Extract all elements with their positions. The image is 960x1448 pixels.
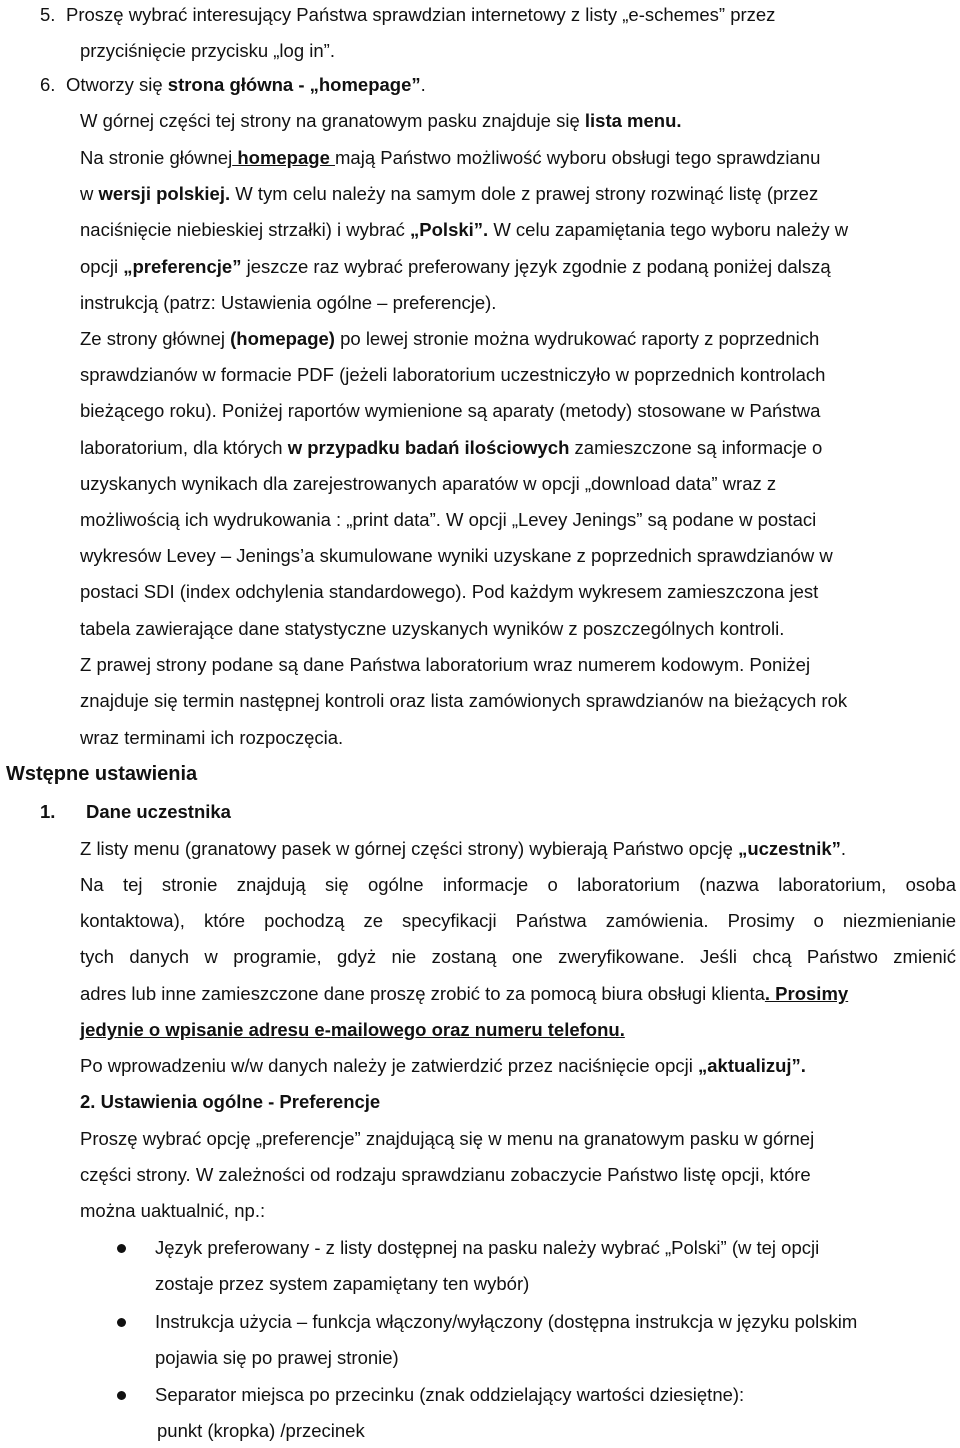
sec1-line-3: kontaktowa), które pochodzą ze specyfikacji Państwa zamówienia. Prosimy o niezmienianie bbox=[80, 910, 956, 931]
sec2-line-2: części strony. W zależności od rodzaju sprawdzianu zobaczycie Państwo listę opcji, które bbox=[80, 1164, 811, 1185]
section-2-title: 2. Ustawienia ogólne - Preferencje bbox=[80, 1091, 381, 1112]
sec1-line-2: Na tej stronie znajdują się ogólne informacje o laboratorium (nazwa laboratorium, osoba bbox=[80, 874, 956, 895]
para-line-15: tabela zawierające dane statystyczne uzyskanych wyników z poszczególnych kontroli. bbox=[80, 618, 785, 639]
para-line-5: opcji „preferencje” jeszcze raz wybrać preferowany język zgodnie z podaną poniżej dalszą bbox=[80, 256, 831, 277]
para-line-11: uzyskanych wynikach dla zarejestrowanych aparatów w opcji „download data” wraz z bbox=[80, 473, 777, 494]
item-6-number: 6. bbox=[40, 74, 56, 95]
para-line-4: naciśnięcie niebieskiej strzałki) i wybrać „Polski”. W celu zapamiętania tego wyboru należy w bbox=[80, 219, 849, 240]
item-5-line-1: Proszę wybrać interesujący Państwa sprawdzian internetowy z listy „e-schemes” przez bbox=[66, 4, 776, 25]
bullet-1-line-1: Język preferowany - z listy dostępnej na pasku należy wybrać „Polski” (w tej opcji bbox=[155, 1237, 820, 1258]
sec1-line-4: tych danych w programie, gdyż nie zostaną one zweryfikowane. Jeśli chcą Państwo zmienić bbox=[80, 946, 956, 967]
sec2-line-3: można uaktualnić, np.: bbox=[80, 1200, 266, 1221]
section-1-title: Dane uczestnika bbox=[86, 801, 231, 822]
sec2-line-1: Proszę wybrać opcję „preferencje” znajdującą się w menu na granatowym pasku w górnej bbox=[80, 1128, 815, 1149]
bullet-1-line-2: zostaje przez system zapamiętany ten wybór) bbox=[155, 1273, 530, 1294]
para-line-13: wykresów Levey – Jenings’a skumulowane wyniki uzyskane z poprzednich sprawdzianów w bbox=[80, 545, 833, 566]
para-line-9: bieżącego roku). Poniżej raportów wymienione są aparaty (metody) stosowane w Państwa bbox=[80, 400, 821, 421]
para-line-2: Na stronie głównej homepage mają Państwo możliwość wyboru obsługi tego sprawdzianu bbox=[80, 147, 821, 168]
bullet-3-line-2: punkt (kropka) /przecinek bbox=[157, 1420, 365, 1441]
para-line-10: laboratorium, dla których w przypadku badań ilościowych zamieszczone są informacje o bbox=[80, 437, 823, 458]
bullet-2-line-2: pojawia się po prawej stronie) bbox=[155, 1347, 399, 1368]
para-line-18: wraz terminami ich rozpoczęcia. bbox=[80, 727, 344, 748]
bullet-icon bbox=[117, 1318, 126, 1327]
para-line-8: sprawdzianów w formacie PDF (jeżeli laboratorium uczestniczyło w poprzednich kontrolach bbox=[80, 364, 826, 385]
bullet-icon bbox=[117, 1391, 126, 1400]
sec1-line-5: adres lub inne zamieszczone dane proszę zrobić to za pomocą biura obsługi klienta. Prosimy bbox=[80, 983, 849, 1004]
para-line-1: W górnej części tej strony na granatowym pasku znajduje się lista menu. bbox=[80, 110, 682, 131]
bullet-icon bbox=[117, 1244, 126, 1253]
homepage-link: homepage bbox=[232, 147, 336, 168]
para-line-7: Ze strony głównej (homepage) po lewej stronie można wydrukować raporty z poprzednich bbox=[80, 328, 820, 349]
para-line-12: możliwością ich wydrukowania : „print data”. W opcji „Levey Jenings” są podane w postaci bbox=[80, 509, 817, 530]
item-6-line: Otworzy się strona główna - „homepage”. bbox=[66, 74, 426, 95]
item-5-number: 5. bbox=[40, 4, 56, 25]
sec1-line-1: Z listy menu (granatowy pasek w górnej części strony) wybierają Państwo opcję „uczestnik”. bbox=[80, 838, 847, 859]
item-5-line-2: przyciśnięcie przycisku „log in”. bbox=[80, 40, 335, 61]
section-1-number: 1. bbox=[40, 801, 56, 822]
section-heading: Wstępne ustawienia bbox=[6, 763, 198, 785]
para-line-14: postaci SDI (index odchylenia standardowego). Pod każdym wykresem zamieszczona jest bbox=[80, 581, 819, 602]
bullet-2-line-1: Instrukcja użycia – funkcja włączony/wyłączony (dostępna instrukcja w języku polskim bbox=[155, 1311, 858, 1332]
para-line-6: instrukcją (patrz: Ustawienia ogólne – preferencje). bbox=[80, 292, 497, 313]
bullet-3-line-1: Separator miejsca po przecinku (znak oddzielający wartości dziesiętne): bbox=[155, 1384, 745, 1405]
para-line-17: znajduje się termin następnej kontroli oraz lista zamówionych sprawdzianów na bieżących rok bbox=[80, 690, 848, 711]
sec1-line-6: jedynie o wpisanie adresu e-mailowego oraz numeru telefonu. bbox=[80, 1019, 625, 1040]
para-line-16: Z prawej strony podane są dane Państwa laboratorium wraz numerem kodowym. Poniżej bbox=[80, 654, 811, 675]
para-line-3: w wersji polskiej. W tym celu należy na samym dole z prawej strony rozwinąć listę (przez bbox=[80, 183, 819, 204]
sec1-line-7: Po wprowadzeniu w/w danych należy je zatwierdzić przez naciśnięcie opcji „aktualizuj”. bbox=[80, 1055, 806, 1076]
